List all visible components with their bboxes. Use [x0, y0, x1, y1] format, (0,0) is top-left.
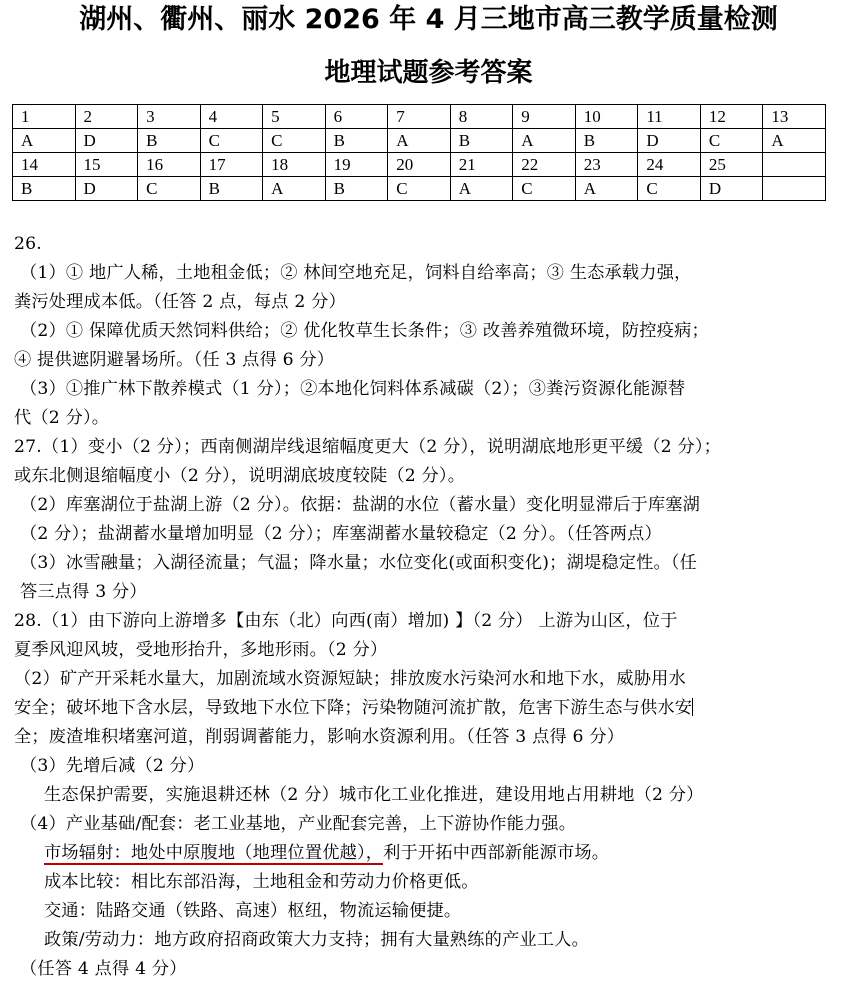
answer-cell: B	[200, 177, 263, 201]
question-number-cell: 7	[388, 105, 451, 129]
answer-cell: C	[200, 129, 263, 153]
question-number-cell: 12	[700, 105, 763, 129]
q26-part1-line1: （1）① 地广人稀，土地租金低；② 林间空地充足，饲料自给率高；③ 生态承载力强，	[20, 263, 692, 283]
q28-part4-policy: 政策/劳动力：地方政府招商政策大力支持；拥有大量熟练的产业工人。	[44, 930, 590, 950]
answer-cell: A	[263, 177, 326, 201]
answer-cell: C	[513, 177, 576, 201]
answer-cell: D	[638, 129, 701, 153]
q26-heading: 26.	[14, 234, 42, 254]
answer-cell: B	[138, 129, 201, 153]
document-subtitle: 地理试题参考答案	[324, 58, 533, 88]
question-number-cell: 23	[575, 153, 638, 177]
question-number-cell: 10	[575, 105, 638, 129]
question-number-row	[13, 153, 826, 177]
answer-cell: C	[263, 129, 326, 153]
q28-part1-line2: 夏季风迎风坡，受地形抬升，多地形雨。（2 分）	[14, 640, 388, 660]
answer-cell: D	[700, 177, 763, 201]
answer-cell: B	[325, 129, 388, 153]
q27-part3-line2: 答三点得 3 分）	[20, 582, 147, 602]
question-number-cell: 24	[638, 153, 701, 177]
question-number-cell: 15	[75, 153, 138, 177]
question-number-cell: 18	[263, 153, 326, 177]
q28-part2-line2-text: 安全；破坏地下含水层，导致地下水位下降；污染物随河流扩散，危害下游生态与供水安	[14, 698, 693, 718]
q28-part4-transport: 交通：陆路交通（铁路、高速）枢纽，物流运输便捷。	[44, 901, 462, 921]
question-number-cell: 16	[138, 153, 201, 177]
text-cursor	[692, 698, 693, 716]
question-number-cell: 17	[200, 153, 263, 177]
q27-part2-line1: （2）库塞湖位于盐湖上游（2 分）。依据：盐湖的水位（蓄水量）变化明显滞后于库塞湖	[20, 495, 701, 515]
q28-part4-scoring: （任答 4 点得 4 分）	[20, 959, 187, 979]
question-number-cell: 19	[325, 153, 388, 177]
question-number-cell: 9	[513, 105, 576, 129]
answer-table	[12, 104, 826, 201]
question-number-cell: 14	[13, 153, 76, 177]
answer-cell: A	[575, 177, 638, 201]
q27-part1-line2: 或东北侧退缩幅度小（2 分），说明湖底坡度较陡（2 分）。	[14, 466, 466, 486]
q28-part1-line1: 28.（1）由下游向上游增多【由东（北）向西(南）增加) 】（2 分） 上游为山区，位于	[14, 611, 678, 631]
q28-part4-market	[14, 839, 844, 868]
question-number-cell: 1	[13, 105, 76, 129]
q26-part2-line2: ④ 提供遮阴避暑场所。（任 3 点得 6 分）	[14, 350, 335, 370]
answer-cell: A	[763, 129, 826, 153]
question-number-cell: 3	[138, 105, 201, 129]
q28-part3-line2: 生态保护需要，实施退耕还林（2 分）城市化工业化推进，建设用地占用耕地（2 分）	[44, 785, 704, 805]
answer-cell: D	[75, 129, 138, 153]
answer-cell: A	[513, 129, 576, 153]
answer-row	[13, 129, 826, 153]
market-text-marked: 市场辐射：地处中原腹地（地理位置优越），	[44, 843, 384, 863]
answer-cell: A	[388, 129, 451, 153]
q28-part2-line1: （2）矿产开采耗水量大，加剧流域水资源短缺；排放废水污染河水和地下水，威胁用水	[14, 669, 686, 689]
q26-part3-line2: 代（2 分）。	[14, 408, 110, 428]
answer-cell: C	[700, 129, 763, 153]
q26-part1-line2: 粪污处理成本低。（任答 2 点，每点 2 分）	[14, 292, 346, 312]
question-number-cell: 2	[75, 105, 138, 129]
question-number-cell: 11	[638, 105, 701, 129]
q27-part1-line1: 27.（1）变小（2 分）；西南侧湖岸线退缩幅度更大（2 分），说明湖底地形更平缓（2 分）；	[14, 437, 722, 457]
question-number-cell	[763, 153, 826, 177]
market-text-rest: 利于开拓中西部新能源市场。	[383, 843, 610, 863]
question-number-cell: 20	[388, 153, 451, 177]
answer-cell: B	[13, 177, 76, 201]
question-number-cell: 4	[200, 105, 263, 129]
answer-cell: A	[13, 129, 76, 153]
answer-cell: C	[138, 177, 201, 201]
q28-part4-cost: 成本比较：相比东部沿海，土地租金和劳动力价格更低。	[44, 872, 479, 892]
question-number-cell: 6	[325, 105, 388, 129]
answer-cell: C	[638, 177, 701, 201]
answer-cell	[763, 177, 826, 201]
answer-cell: A	[450, 177, 513, 201]
answer-cell: B	[325, 177, 388, 201]
question-number-cell: 25	[700, 153, 763, 177]
question-number-cell: 22	[513, 153, 576, 177]
answer-text	[14, 230, 844, 984]
question-number-cell: 13	[763, 105, 826, 129]
question-number-cell: 8	[450, 105, 513, 129]
answer-cell: D	[75, 177, 138, 201]
answer-cell: B	[450, 129, 513, 153]
q28-part4-line1: （4）产业基础/配套：老工业基地，产业配套完善，上下游协作能力强。	[20, 814, 577, 834]
q28-part2-line3: 全；废渣堆积堵塞河道，削弱调蓄能力，影响水资源利用。（任答 3 点得 6 分）	[14, 727, 625, 747]
answer-cell: B	[575, 129, 638, 153]
q28-part3-line1: （3）先增后减（2 分）	[20, 756, 205, 776]
q28-part2-line2	[14, 694, 844, 723]
question-number-cell: 5	[263, 105, 326, 129]
q26-part3-line1: （3）①推广林下散养模式（1 分）；②本地化饲料体系减碳（2）；③粪污资源化能源替	[20, 379, 686, 399]
answer-row	[13, 177, 826, 201]
q27-part3-line1: （3）冰雪融量；入湖径流量；气温；降水量；水位变化(或面积变化)；湖堤稳定性。（任	[20, 553, 698, 573]
answer-cell: C	[388, 177, 451, 201]
question-number-row	[13, 105, 826, 129]
q27-part2-line2: （2 分）；盐湖蓄水量增加明显（2 分）；库塞湖蓄水量较稳定（2 分）。（任答两点）	[20, 524, 662, 544]
document-title: 湖州、衢州、丽水 2026 年 4 月三地市高三教学质量检测	[79, 4, 778, 35]
q26-part2-line1: （2）① 保障优质天然饲料供给；② 优化牧草生长条件；③ 改善养殖微环境，防控疫病；	[20, 321, 709, 341]
question-number-cell: 21	[450, 153, 513, 177]
